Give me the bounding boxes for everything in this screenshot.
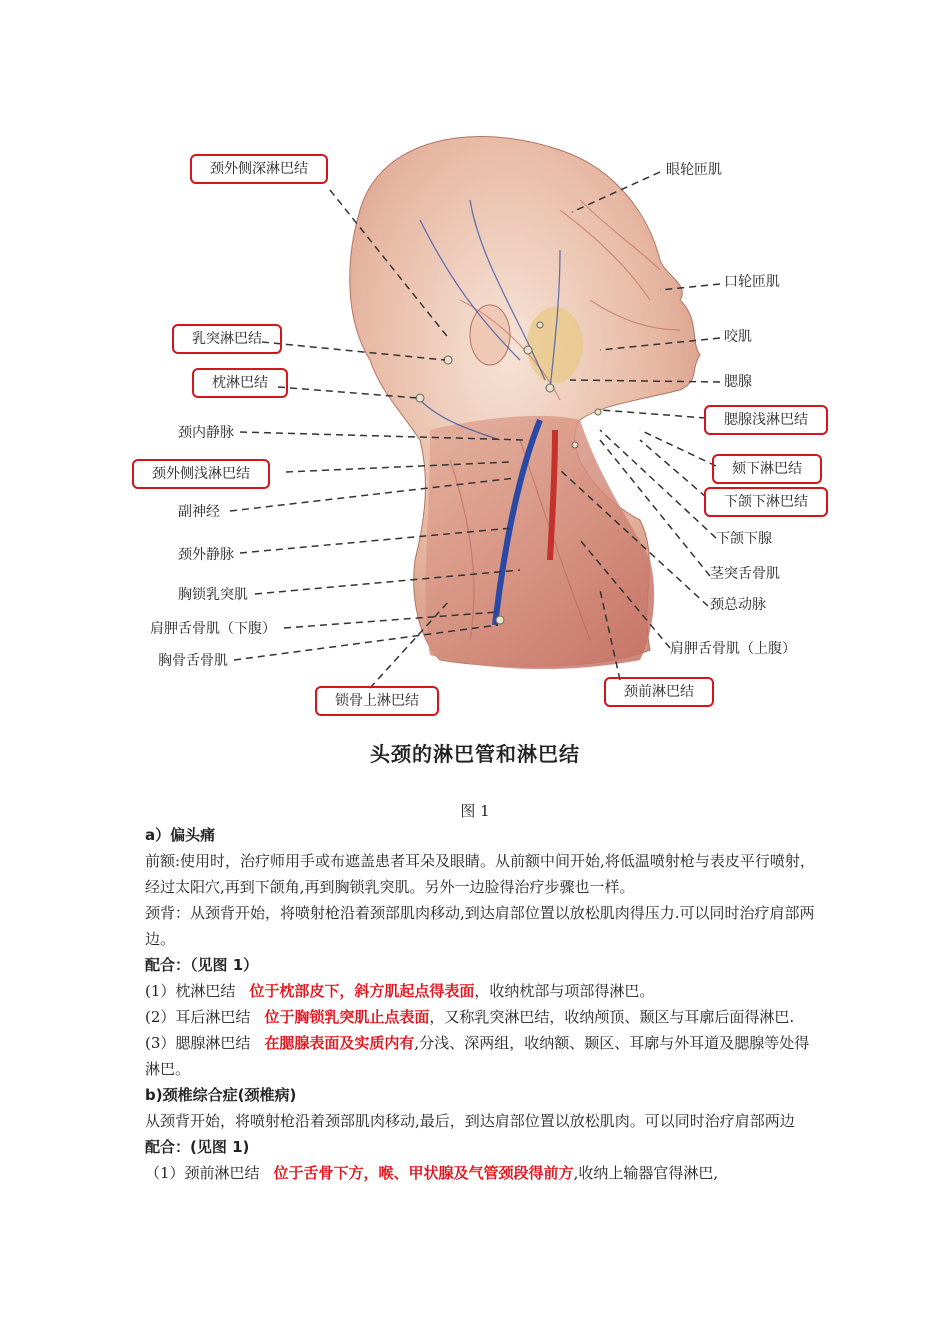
figure-caption: 头颈的淋巴管和淋巴结 <box>370 742 580 766</box>
label-mastoid-nodes: 乳突淋巴结 <box>172 324 282 354</box>
label-anterior-cervical-nodes: 颈前淋巴结 <box>604 677 714 707</box>
item-text: ，又称乳突淋巴结，收纳颅顶、颞区与耳廓后面得淋巴. <box>429 1008 795 1026</box>
list-item <box>145 1030 815 1082</box>
label-parotid: 腮腺 <box>724 374 752 390</box>
label-superficial-lateral-cervical-nodes: 颈外侧浅淋巴结 <box>132 459 270 489</box>
label-submandibular-gland: 下颌下腺 <box>716 531 772 547</box>
item-text: ，收纳枕部与项部得淋巴。 <box>474 982 655 1000</box>
section-b-title: b)颈椎综合症(颈椎病) <box>145 1086 297 1104</box>
label-stylohyoid: 茎突舌骨肌 <box>710 566 780 582</box>
label-masseter: 咬肌 <box>724 329 752 345</box>
list-item <box>145 1004 815 1030</box>
label-accessory-nerve: 副神经 <box>178 504 220 520</box>
label-occipital-nodes: 枕淋巴结 <box>192 368 288 398</box>
item-text: ,分浅、深两组，收纳额、颞区、耳廓与外耳道及腮腺等处得淋巴。 <box>145 1034 810 1078</box>
item-highlight: 位于胸锁乳突肌止点表面 <box>264 1008 430 1026</box>
label-sternohyoid: 胸骨舌骨肌 <box>158 653 228 669</box>
label-omohyoid-inferior: 肩胛舌骨肌（下腹） <box>150 621 276 637</box>
cooperation-heading-2: 配合：(见图 1) <box>145 1138 250 1156</box>
label-supraclavicular-nodes: 锁骨上淋巴结 <box>315 686 439 716</box>
ear <box>470 305 510 365</box>
item-highlight: 位于舌骨下方，喉、甲状腺及气管颈段得前方 <box>273 1164 574 1182</box>
item-highlight: 位于枕部皮下，斜方肌起点得表面 <box>249 982 475 1000</box>
paragraph-forehead: 前额:使用时，治疗师用手或布遮盖患者耳朵及眼睛。从前额中间开始,将低温喷射枪与表皮平行喷射，经过太阳穴,再到下颌角,再到胸锁乳突肌。另外一边脸得治疗步骤也一样。 <box>145 852 815 896</box>
item-label: (2）耳后淋巴结 <box>145 1008 251 1026</box>
item-text: ,收纳上输器官得淋巴, <box>573 1164 719 1182</box>
document-body <box>145 822 815 1186</box>
list-item <box>145 1160 815 1186</box>
label-submental-nodes: 颏下淋巴结 <box>712 454 822 484</box>
cooperation-heading-1: 配合：（见图 1） <box>145 956 259 974</box>
label-sternocleidomastoid: 胸锁乳突肌 <box>178 587 248 603</box>
item-label: (1）枕淋巴结 <box>145 982 236 1000</box>
label-common-carotid: 颈总动脉 <box>710 597 766 613</box>
label-orbicularis-oculi: 眼轮匝肌 <box>666 162 722 178</box>
figure-number: 图 1 <box>460 802 490 820</box>
paragraph-neck-back: 颈背：从颈背开始，将喷射枪沿着颈部肌肉移动,到达肩部位置以放松肌肉得压力.可以同时治疗肩部两边。 <box>145 904 815 948</box>
label-omohyoid-superior: 肩胛舌骨肌（上腹） <box>670 641 796 657</box>
item-highlight: 在腮腺表面及实质内有 <box>264 1034 415 1052</box>
label-submandibular-nodes: 下颌下淋巴结 <box>704 487 828 517</box>
item-label: （1）颈前淋巴结 <box>145 1164 260 1182</box>
item-label: (3）腮腺淋巴结 <box>145 1034 251 1052</box>
section-a-title: a）偏头痛 <box>145 826 216 844</box>
label-internal-jugular-vein: 颈内静脉 <box>178 425 234 441</box>
label-orbicularis-oris: 口轮匝肌 <box>724 274 780 290</box>
label-external-jugular-vein: 颈外静脉 <box>178 547 234 563</box>
label-superficial-parotid-nodes: 腮腺浅淋巴结 <box>704 405 828 435</box>
list-item <box>145 978 815 1004</box>
neck-muscles <box>426 416 655 669</box>
label-deep-lateral-cervical-nodes: 颈外侧深淋巴结 <box>190 154 328 184</box>
paragraph-cervical: 从颈背开始，将喷射枪沿着颈部肌肉移动,最后，到达肩部位置以放松肌肉。可以同时治疗肩部两边 <box>145 1112 795 1130</box>
